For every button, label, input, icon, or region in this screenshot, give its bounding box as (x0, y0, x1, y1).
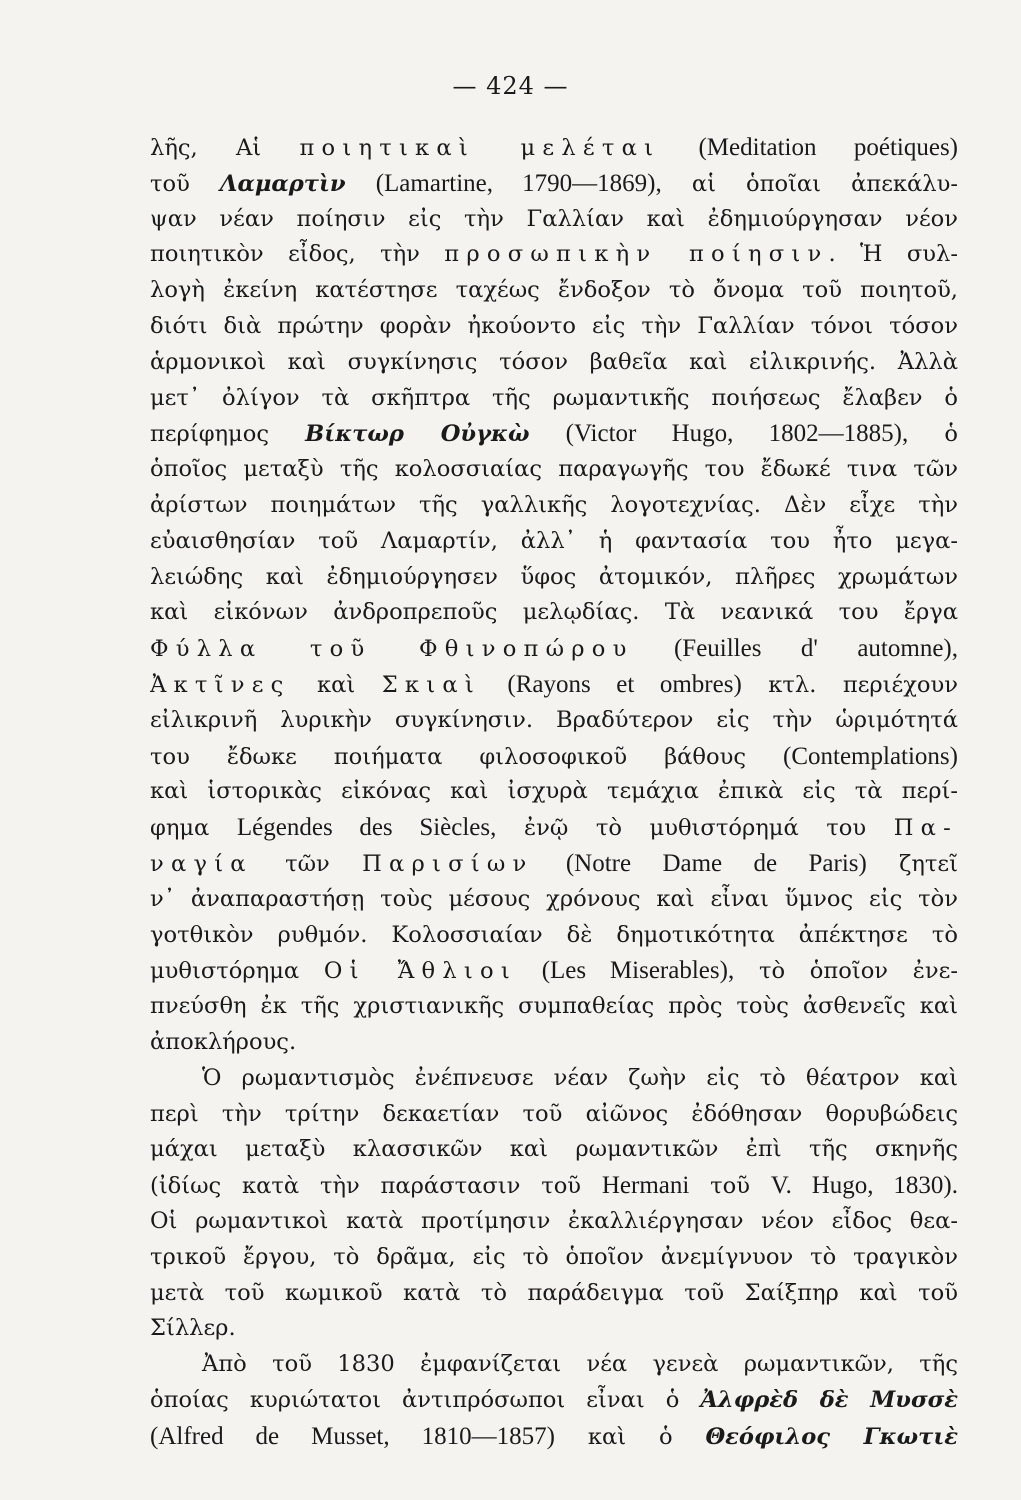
text-line (150, 1383, 958, 1419)
latin-text: V. Hugo, 1830). (770, 1172, 958, 1200)
text-run: κτλ. περιέχουν (741, 671, 958, 698)
text-line (150, 166, 958, 202)
text-run: του ἔδωκε ποιήματα φιλοσοφικοῦ βάθους (150, 743, 784, 770)
text-run: περὶ τὴν τρίτην δεκαετίαν τοῦ αἰῶνος ἐδόθησαν θορυβώδεις (150, 1100, 958, 1127)
text-run: ἀρίστων ποιημάτων τῆς γαλλικῆς λογοτεχνίας. Δὲν εἶχε τὴν (150, 491, 958, 518)
text-run: ὁποίας κυριώτατοι ἀντιπρόσωποι εἶναι ὁ (150, 1386, 701, 1413)
text-run: ζητεῖ (866, 850, 958, 877)
text-line (150, 1025, 958, 1061)
text-run: τρικοῦ ἔργου, τὸ δρᾶμα, εἰς τὸ ὁποῖον ἀνεμίγνυον τὸ τραγικὸν (150, 1243, 958, 1270)
text-run: ἀποκλήρους. (150, 1028, 297, 1055)
text-line (150, 1204, 958, 1240)
text-run: ἐνῷ τὸ μυθιστόρημά του (496, 815, 894, 842)
spaced-title: Σκιαὶ (381, 671, 481, 698)
text-line (150, 774, 958, 810)
text-run: . Ἡ συλ- (828, 241, 958, 268)
text-line (150, 631, 958, 667)
text-run: Οἱ ρωμαντικοὶ κατὰ προτίμησιν ἐκαλλιέργησαν νέον εἶδος θεα- (150, 1207, 958, 1234)
text-run: πνεύσθη ἐκ τῆς χριστιανικῆς συμπαθείας πρὸς τοὺς ἀσθενεῖς καὶ (150, 993, 958, 1020)
text-line (150, 953, 958, 989)
text-run: ποιητικὸν εἶδος, τὴν (150, 241, 445, 268)
latin-text: Légendes des Siècles, (236, 814, 497, 842)
text-run (517, 958, 542, 984)
text-run: φημα (150, 815, 237, 842)
text-line (150, 918, 958, 954)
text-run (481, 672, 507, 698)
text-run: ὁποῖος μεταξὺ τῆς κολοσσιαίας παραγωγῆς του ἔδωκέ τινα τῶν (150, 456, 958, 483)
text-run: τοῦ (150, 170, 220, 197)
text-run: περίφημος (150, 421, 306, 448)
body-text (150, 130, 958, 1454)
text-run: εὐαισθησίαν τοῦ Λαμαρτίν, ἀλλ᾽ ἡ φαντασία του ἦτο μεγα- (150, 527, 958, 554)
text-run: Ἀπὸ τοῦ 1830 ἐμφανίζεται νέα γενεὰ ρωμαντικῶν, τῆς (202, 1351, 958, 1378)
text-line (150, 381, 958, 417)
text-line (150, 1419, 958, 1455)
spaced-title: Φύλλα τοῦ Φθινοπώρου (150, 636, 634, 663)
text-line (150, 1061, 958, 1097)
text-run: ἁρμονικοὶ καὶ συγκίνησις τόσον βαθεῖα καὶ εἰλικρινής. Ἀλλὰ (150, 348, 958, 375)
latin-text: (Contemplations) (783, 742, 958, 770)
text-run (660, 135, 698, 161)
author-name: Ἀλφρὲδ δὲ Μυσσὲ (700, 1386, 958, 1413)
text-line (150, 810, 958, 846)
spaced-title: Πα- (893, 815, 958, 842)
text-run: (ἰδίως κατὰ τὴν παράστασιν τοῦ (150, 1173, 602, 1200)
text-run: γοτθικὸν ρυθμόν. Κολοσσιαίαν δὲ δημοτικότητα ἀπέκτησε τὸ (150, 921, 958, 948)
text-run: ψαν νέαν ποίησιν εἰς τὴν Γαλλίαν καὶ ἐδημιούργησαν νέον (150, 205, 958, 232)
text-line (150, 882, 958, 918)
text-run (533, 851, 565, 877)
text-run: καὶ ὁ (554, 1423, 706, 1450)
spaced-title: Ἀκτῖνες (150, 671, 291, 698)
text-run: καὶ ἱστορικὰς εἰκόνας καὶ ἰσχυρὰ τεμάχια ἐπικὰ εἰς τὰ περί- (150, 778, 958, 805)
text-run: τοῦ (689, 1173, 771, 1200)
text-line (150, 345, 958, 381)
text-run: μετ᾽ ὀλίγον τὰ σκῆπτρα τῆς ρωμαντικῆς ποιήσεως ἔλαβεν ὁ (150, 384, 958, 411)
text-line (150, 1168, 958, 1204)
text-run: Ὁ ρωμαντισμὸς ἐνέπνευσε νέαν ζωὴν εἰς τὸ θέατρον καὶ (202, 1064, 958, 1091)
text-run: καὶ (290, 671, 382, 698)
text-line (150, 667, 958, 703)
latin-text: (Rayons et ombres) (507, 670, 742, 698)
latin-text: (Alfred de Musset, 1810—1857) (150, 1422, 555, 1450)
text-run: καὶ εἰκόνων ἀνδροπρεποῦς μελῳδίας. Τὰ νεανικά του ἔργα (150, 599, 958, 626)
text-run: διότι διὰ πρώτην φορὰν ἠκούοντο εἰς τὴν Γαλλίαν τόνοι τόσον (150, 312, 958, 339)
spaced-title: προσωπικὴν ποίησιν (444, 241, 829, 268)
spaced-title: ποιητικαὶ μελέται (299, 135, 661, 161)
text-run: μυθιστόρημα (150, 958, 324, 985)
text-run: εἰλικρινῆ λυρικὴν συγκίνησιν. Βραδύτερον εἰς τὴν ὡριμότητά (150, 706, 958, 733)
text-line (150, 1311, 958, 1347)
latin-text: (Notre Dame de Paris) (565, 849, 867, 877)
text-line (150, 237, 958, 273)
text-line (150, 1097, 958, 1133)
page-number: — 424 — (452, 72, 569, 100)
text-line (150, 989, 958, 1025)
latin-text: (Lamartine, 1790—1869), (375, 169, 662, 197)
latin-text: (Meditation poétiques) (698, 134, 958, 161)
latin-text: (Feuilles d' automne), (673, 635, 958, 663)
text-run: λογὴ ἐκείνη κατέστησε ταχέως ἔνδοξον τὸ ὄνομα τοῦ ποιητοῦ, (150, 277, 958, 304)
text-line (150, 202, 958, 238)
text-run: τὸ ὁποῖον ἐνε- (734, 958, 958, 985)
latin-text: Hermani (601, 1172, 690, 1200)
text-run: μάχαι μεταξὺ κλασσικῶν καὶ ρωμαντικῶν ἐπὶ τῆς σκηνῆς (150, 1136, 958, 1163)
text-run: λῆς, Αἱ (150, 135, 300, 161)
text-run: λειώδης καὶ ἐδημιούργησεν ὕφος ἀτομικόν, πλῆρες χρωμάτων (150, 563, 958, 590)
text-line (150, 1276, 958, 1312)
spaced-title: ναγία (150, 850, 253, 877)
text-run: μετὰ τοῦ κωμικοῦ κατὰ τὸ παράδειγμα τοῦ Σαίξπηρ καὶ τοῦ (150, 1279, 958, 1306)
text-line (150, 1347, 958, 1383)
text-line (150, 309, 958, 345)
latin-text: (Les Miserables), (541, 957, 735, 985)
text-line (150, 703, 958, 739)
text-line (150, 595, 958, 631)
text-line (150, 560, 958, 596)
spaced-title: Οἱ Ἄθλιοι (323, 958, 517, 985)
text-line (150, 452, 958, 488)
text-line (150, 273, 958, 309)
author-name: Θεόφιλος Γκωτιὲ (705, 1423, 958, 1450)
text-line (150, 488, 958, 524)
text-run: τῶν (252, 850, 363, 877)
latin-text: (Victor Hugo, 1802—1885), (565, 420, 909, 448)
text-line (150, 1240, 958, 1276)
text-line (150, 739, 958, 775)
text-line (150, 130, 958, 166)
author-name: Λαμαρτὶν (219, 170, 346, 197)
text-run: ν᾽ ἀναπαραστήσῃ τοὺς μέσους χρόνους καὶ εἶναι ὕμνος εἰς τὸν (150, 885, 958, 912)
spaced-title: Παρισίων (362, 850, 534, 877)
text-run (346, 171, 376, 197)
author-name: Βίκτωρ Οὐγκὼ (305, 421, 530, 448)
text-run: Σίλλερ. (150, 1315, 236, 1342)
text-line (150, 846, 958, 882)
text-line (150, 1132, 958, 1168)
text-run: ὁ (908, 421, 958, 448)
text-run: αἱ ὁποῖαι ἀπεκάλυ- (661, 170, 958, 197)
text-line (150, 524, 958, 560)
text-run (529, 421, 565, 447)
text-run (634, 636, 674, 662)
text-line (150, 416, 958, 452)
